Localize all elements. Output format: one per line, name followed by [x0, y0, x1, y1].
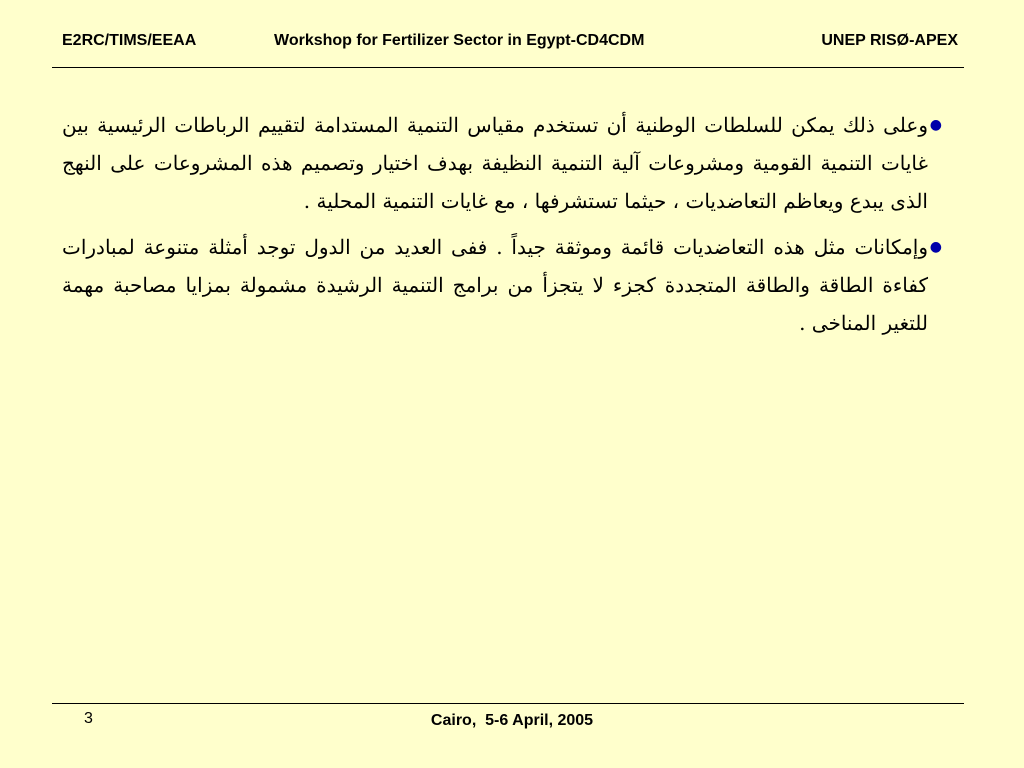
header-partner: UNEP RISØ-APEX — [821, 32, 958, 49]
slide-header — [52, 32, 964, 56]
footer-divider — [52, 703, 964, 704]
header-divider — [52, 67, 964, 68]
footer-location-date: Cairo, 5-6 April, 2005 — [430, 712, 594, 729]
bullet-icon: ● — [929, 239, 942, 255]
page-number: 3 — [84, 710, 93, 727]
header-workshop-title: Workshop for Fertilizer Sector in Egypt-CD4CDM — [274, 32, 645, 49]
bullet-text: وإمكانات مثل هذه التعاضديات قائمة وموثقة جيداً . ففى العديد من الدول توجد أمثلة متنوعة لمبادرات كفاءة الطاقة والطاقة المتجددة كجزء لا يتجزأ من برامج التنمية الرشيدة مشمولة بمزايا مصاحبة مهمة للتغير المناخى . — [62, 235, 928, 335]
bullet-item — [62, 228, 942, 342]
bullet-text: وعلى ذلك يمكن للسلطات الوطنية أن تستخدم مقياس التنمية المستدامة لتقييم الرباطات الرئيسية بين غايات التنمية القومية ومشروعات آلية التنمية النظيفة بهدف اختيار وتصميم هذه المشروعات على النهج الذى يبدع ويعاظم التعاضديات ، حيثما تستشرفها ، مع غايات التنمية المحلية . — [62, 113, 928, 213]
bullet-icon: ● — [929, 117, 942, 133]
bullet-item — [62, 106, 942, 220]
slide-body — [62, 106, 942, 350]
header-organization: E2RC/TIMS/EEAA — [62, 32, 197, 49]
